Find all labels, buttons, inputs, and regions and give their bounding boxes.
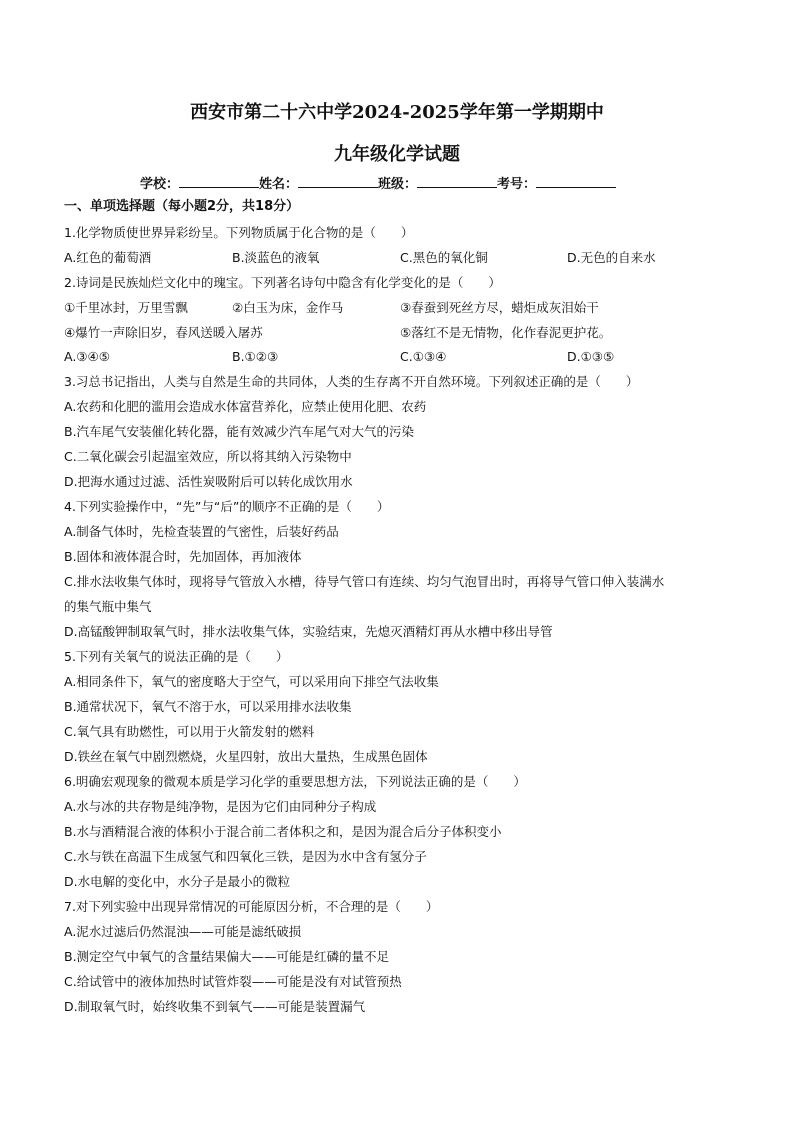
q1-option-c: C.黑色的氧化铜 [400,250,488,265]
q6-option-c: C.水与铁在高温下生成氢气和四氧化三铁，是因为水中含有氢分子 [64,849,427,864]
q4-option-b: B.固体和液体混合时，先加固体，再加液体 [64,549,302,564]
question-6-stem: 6.明确宏观现象的微观本质是学习化学的重要思想方法，下列说法正确的是（ ） [64,774,526,789]
q2-option-d: D.①③⑤ [567,349,615,364]
q6-option-d: D.水电解的变化中，水分子是最小的微粒 [64,874,291,889]
name-blank [298,173,378,188]
exam-title: 西安市第二十六中学2024-2025学年第一学期期中 [190,102,604,123]
student-info-row [140,173,616,192]
q1-option-d: D.无色的自来水 [567,250,656,265]
q2-poem-5: ⑤落红不是无情物，化作春泥更护花。 [400,325,612,340]
q7-option-d: D.制取氧气时，始终收集不到氧气——可能是装置漏气 [64,999,366,1014]
q3-option-a: A.农药和化肥的滥用会造成水体富营养化，应禁止使用化肥、农药 [64,399,427,414]
q4-option-c-continued: 的集气瓶中集气 [64,599,152,614]
question-7-stem: 7.对下列实验中出现异常情况的可能原因分析，不合理的是（ ） [64,899,439,914]
q4-option-a: A.制备气体时，先检查装置的气密性，后装好药品 [64,524,339,539]
class-label: 班级： [378,177,418,192]
q5-option-a: A.相同条件下，氧气的密度略大于空气，可以采用向下排空气法收集 [64,674,439,689]
q4-option-d: D.高锰酸钾制取氧气时，排水法收集气体，实验结束，先熄灭酒精灯再从水槽中移出导管 [64,624,553,639]
q3-option-c: C.二氧化碳会引起温室效应，所以将其纳入污染物中 [64,449,352,464]
q2-poem-4: ④爆竹一声除旧岁，春风送暖入屠苏 [64,325,263,340]
q2-poem-2: ②白玉为床，金作马 [232,300,344,315]
school-label: 学校： [140,177,180,192]
exam-number-blank [536,173,616,188]
q7-option-a: A.泥水过滤后仍然混浊——可能是滤纸破损 [64,924,302,939]
q5-option-d: D.铁丝在氧气中剧烈燃烧，火星四射，放出大量热，生成黑色固体 [64,749,428,764]
question-3-stem: 3.习总书记指出，人类与自然是生命的共同体，人类的生存离不开自然环境。下列叙述正确的是（ ） [64,374,639,389]
q1-option-a: A.红色的葡萄酒 [64,250,152,265]
q3-option-b: B.汽车尾气安装催化转化器，能有效减少汽车尾气对大气的污染 [64,424,415,439]
q6-option-b: B.水与酒精混合液的体积小于混合前二者体积之和，是因为混合后分子体积变小 [64,824,502,839]
q6-option-a: A.水与冰的共存物是纯净物，是因为它们由同种分子构成 [64,799,377,814]
q7-option-c: C.给试管中的液体加热时试管炸裂——可能是没有对试管预热 [64,974,402,989]
name-label: 姓名： [259,177,299,192]
q7-option-b: B.测定空气中氧气的含量结果偏大——可能是红磷的量不足 [64,949,390,964]
q5-option-b: B.通常状况下，氧气不溶于水，可以采用排水法收集 [64,699,352,714]
q2-option-b: B.①②③ [232,349,279,364]
q4-option-c: C.排水法收集气体时，现将导气管放入水槽，待导气管口有连续、均匀气泡冒出时，再将导气管口伸入装满水 [64,574,665,589]
q2-option-a: A.③④⑤ [64,349,110,364]
question-4-stem: 4.下列实验操作中，“先”与“后”的顺序不正确的是（ ） [64,499,390,514]
class-blank [417,173,497,188]
q2-poem-1: ①千里冰封，万里雪飘 [64,300,188,315]
exam-subtitle: 九年级化学试题 [334,144,460,165]
section-heading: 一、单项选择题（每小题2分，共18分） [64,199,300,214]
q5-option-c: C.氧气具有助燃性，可以用于火箭发射的燃料 [64,724,315,739]
school-blank [179,173,259,188]
question-2-stem: 2.诗词是民族灿烂文化中的瑰宝。下列著名诗句中隐含有化学变化的是（ ） [64,275,501,290]
q2-poem-3: ③春蚕到死丝方尽，蜡炬成灰泪始干 [400,300,599,315]
exam-number-label: 考号： [497,177,537,192]
question-1-stem: 1.化学物质使世界异彩纷呈。下列物质属于化合物的是（ ） [64,225,414,240]
q3-option-d: D.把海水通过过滤、活性炭吸附后可以转化成饮用水 [64,474,353,489]
q1-option-b: B.淡蓝色的液氧 [232,250,320,265]
q2-option-c: C.①③④ [400,349,447,364]
question-5-stem: 5.下列有关氧气的说法正确的是（ ） [64,649,289,664]
